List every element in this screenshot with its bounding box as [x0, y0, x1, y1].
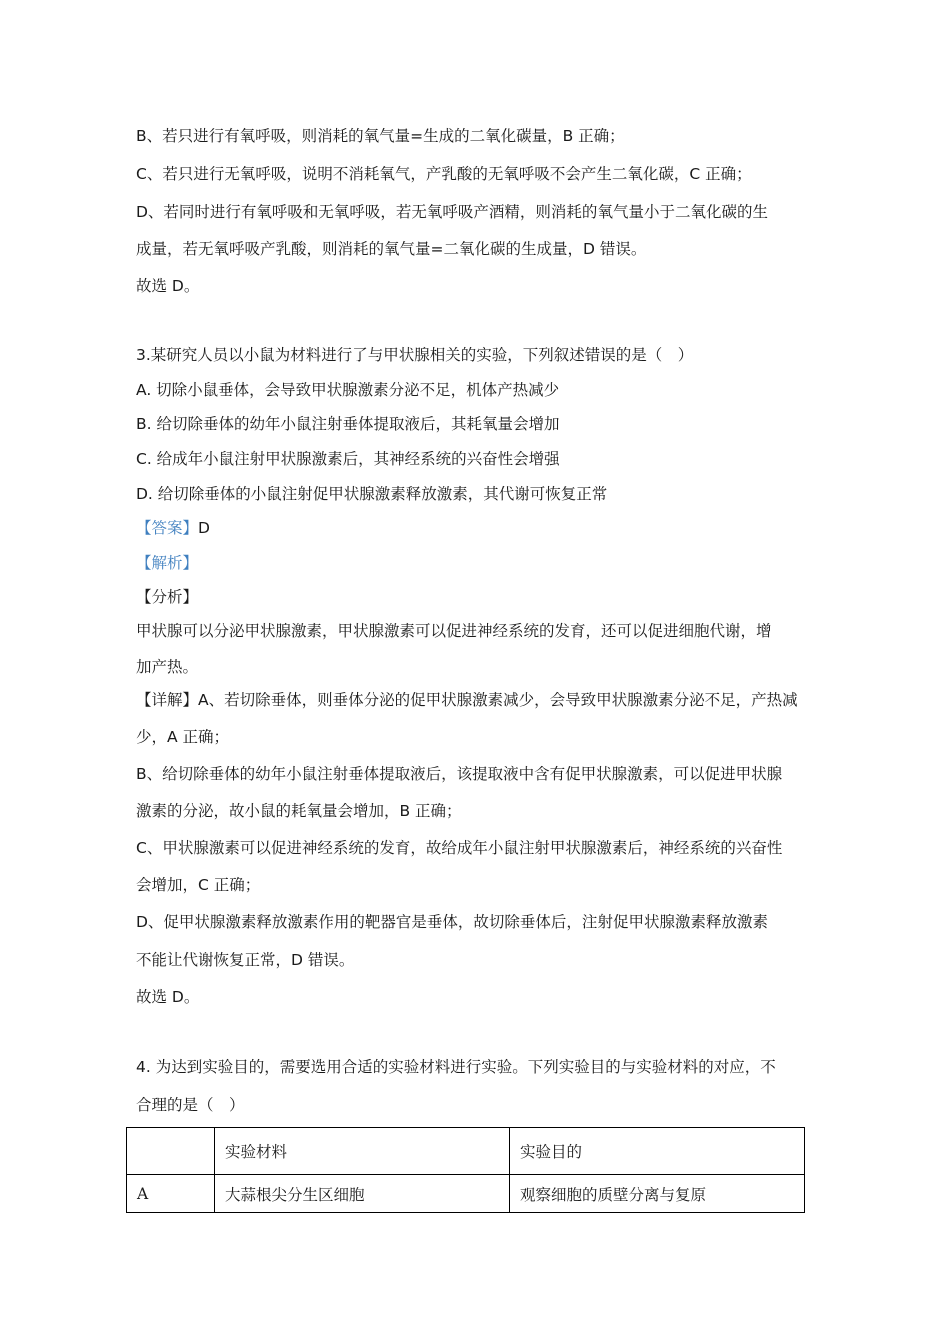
analysis-label: 【解析】 — [136, 554, 199, 572]
text-line: 少，A 正确； — [136, 728, 230, 746]
table-cell: 观察细胞的质壁分离与复原 — [510, 1175, 805, 1213]
text-line: D、若同时进行有氧呼吸和无氧呼吸，若无氧呼吸产酒精，则消耗的氧气量小于二氧化碳的生 — [136, 203, 768, 221]
text-line: C、甲状腺激素可以促进神经系统的发育，故给成年小鼠注射甲状腺激素后，神经系统的兴奋性 — [136, 839, 783, 857]
option-a: A. 切除小鼠垂体，会导致甲状腺激素分泌不足，机体产热减少 — [136, 381, 560, 399]
table-cell: 大蒜根尖分生区细胞 — [215, 1175, 510, 1213]
table-cell: 实验目的 — [510, 1128, 805, 1175]
section-label: 【分析】 — [136, 588, 199, 606]
answer-label: 【答案】 — [136, 519, 199, 537]
text-line: C、若只进行无氧呼吸，说明不消耗氧气，产乳酸的无氧呼吸不会产生二氧化碳，C 正确； — [136, 165, 752, 183]
text-line: B、若只进行有氧呼吸，则消耗的氧气量=生成的二氧化碳量，B 正确； — [136, 127, 625, 145]
text-line: 甲状腺可以分泌甲状腺激素，甲状腺激素可以促进神经系统的发育，还可以促进细胞代谢，增 — [136, 622, 772, 640]
experiment-table — [126, 1127, 805, 1213]
text-line: 会增加，C 正确； — [136, 876, 261, 894]
text-line: 合理的是（ ） — [136, 1096, 245, 1114]
option-b: B. 给切除垂体的幼年小鼠注射垂体提取液后，其耗氧量会增加 — [136, 415, 560, 433]
option-c: C. 给成年小鼠注射甲状腺激素后，其神经系统的兴奋性会增强 — [136, 450, 560, 468]
table-cell: A — [127, 1175, 215, 1213]
table-row — [127, 1175, 805, 1213]
answer-line — [136, 518, 210, 538]
text-line: 故选 D。 — [136, 988, 200, 1006]
text-line: 不能让代谢恢复正常，D 错误。 — [136, 951, 355, 969]
text-line: 成量，若无氧呼吸产乳酸，则消耗的氧气量=二氧化碳的生成量，D 错误。 — [136, 240, 647, 258]
table-header-row — [127, 1128, 805, 1175]
text-line: 激素的分泌，故小鼠的耗氧量会增加，B 正确； — [136, 802, 462, 820]
text-line: 【详解】A、若切除垂体，则垂体分泌的促甲状腺激素减少，会导致甲状腺激素分泌不足，产热减 — [136, 691, 798, 709]
text-line: B、给切除垂体的幼年小鼠注射垂体提取液后，该提取液中含有促甲状腺激素，可以促进甲状腺 — [136, 765, 783, 783]
text-line: 加产热。 — [136, 658, 199, 676]
question-stem: 4. 为达到实验目的，需要选用合适的实验材料进行实验。下列实验目的与实验材料的对应，不 — [136, 1058, 776, 1076]
table-cell: 实验材料 — [215, 1128, 510, 1175]
option-d: D. 给切除垂体的小鼠注射促甲状腺激素释放激素，其代谢可恢复正常 — [136, 485, 608, 503]
question-stem: 3.某研究人员以小鼠为材料进行了与甲状腺相关的实验，下列叙述错误的是（ ） — [136, 346, 694, 364]
answer-value: D — [198, 519, 210, 537]
text-line: D、促甲状腺激素释放激素作用的靶器官是垂体，故切除垂体后，注射促甲状腺激素释放激素 — [136, 913, 768, 931]
text-line: 故选 D。 — [136, 277, 200, 295]
table-cell — [127, 1128, 215, 1175]
